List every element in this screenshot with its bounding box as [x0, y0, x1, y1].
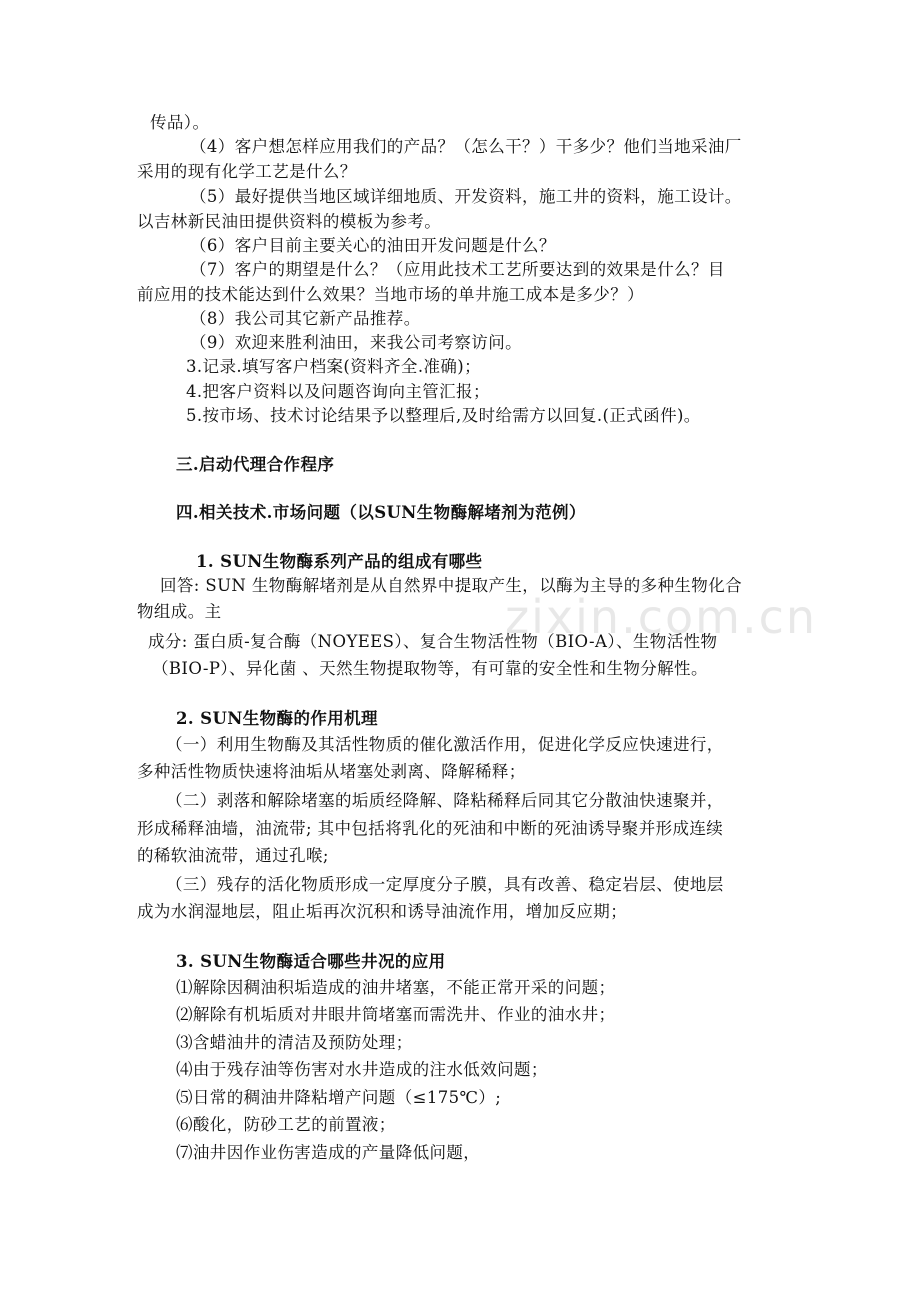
text-line: （BIO-P）、异化菌 、天然生物提取物等，有可靠的安全性和生物分解性。	[152, 659, 708, 678]
text-line: 采用的现有化学工艺是什么？	[137, 162, 357, 181]
text-line: （三）残存的活化物质形成一定厚度分子膜，具有改善、稳定岩层、使地层	[166, 875, 724, 894]
text-line: （二）剥落和解除堵塞的垢质经降解、降粘稀释后同其它分散油快速聚并，	[166, 791, 724, 810]
section-heading: 三.启动代理合作程序	[176, 455, 335, 474]
list-item: ⑴解除因稠油积垢造成的油井堵塞，不能正常开采的问题；	[176, 978, 616, 997]
text-line: （5）最好提供当地区域详细地质、开发资料，施工井的资料，施工设计。	[190, 187, 742, 206]
text-line: （4）客户想怎样应用我们的产品？（怎么干？）干多少？他们当地采油厂	[190, 137, 742, 156]
text-line: 多种活性物质快速将油垢从堵塞处剥离、降解稀释；	[137, 762, 526, 781]
text-line: 回答: SUN 生物酶解堵剂是从自然界中提取产生，以酶为主导的多种生物化合	[160, 576, 742, 595]
text-line: 前应用的技术能达到什么效果？当地市场的单井施工成本是多少？）	[137, 285, 644, 304]
text-line: （8）我公司其它新产品推荐。	[190, 309, 421, 328]
text-line: 以吉林新民油田提供资料的模板为参考。	[137, 212, 442, 231]
list-item: ⑸日常的稠油井降粘增产问题（≤175℃）;	[176, 1088, 502, 1107]
text-line: 4.把客户资料以及问题咨询向主管汇报；	[186, 382, 490, 401]
text-line: 成分: 蛋白质-复合酶（NOYEES）、复合生物活性物（BIO-A）、生物活性物	[148, 632, 718, 651]
list-item: ⑹酸化，防砂工艺的前置液；	[176, 1115, 396, 1134]
text-line: 5.按市场、技术讨论结果予以整理后,及时给需方以回复.(正式函件)。	[186, 406, 701, 425]
section-heading: 四.相关技术.市场问题（以SUN生物酶解堵剂为范例）	[176, 503, 586, 522]
text-line: （7）客户的期望是什么？（应用此技术工艺所要达到的效果是什么？目	[190, 260, 725, 279]
text-line: 物组成。主	[137, 602, 222, 621]
text-line: （6）客户目前主要关心的油田开发问题是什么？	[190, 236, 556, 255]
list-item: ⑷由于残存油等伤害对水井造成的注水低效问题；	[176, 1060, 548, 1079]
watermark: zixin.com.cn	[505, 590, 818, 644]
subsection-heading: 2. SUN生物酶的作用机理	[176, 709, 378, 728]
list-item: ⑵解除有机垢质对井眼井筒堵塞而需洗井、作业的油水井；	[176, 1005, 616, 1024]
list-item: ⑶含蜡油井的清洁及预防处理；	[176, 1033, 413, 1052]
list-item: ⑺油井因作业伤害造成的产量降低问题，	[176, 1143, 481, 1162]
text-line: 形成稀释油墙，油流带; 其中包括将乳化的死油和中断的死油诱导聚并形成连续	[137, 819, 724, 838]
text-line: 传品）。	[150, 113, 210, 132]
subsection-heading: 3. SUN生物酶适合哪些井况的应用	[176, 952, 446, 971]
subsection-heading: 1. SUN生物酶系列产品的组成有哪些	[196, 552, 483, 571]
text-line: 成为水润湿地层，阻止垢再次沉积和诱导油流作用，增加反应期；	[137, 902, 628, 921]
text-line: （9）欢迎来胜利油田，来我公司考察访问。	[190, 333, 522, 352]
text-line: 3.记录.填写客户档案(资料齐全.准确)；	[186, 357, 482, 376]
text-line: 的稀软油流带，通过孔喉;	[137, 846, 329, 865]
text-line: （一）利用生物酶及其活性物质的催化激活作用，促进化学反应快速进行，	[166, 735, 724, 754]
